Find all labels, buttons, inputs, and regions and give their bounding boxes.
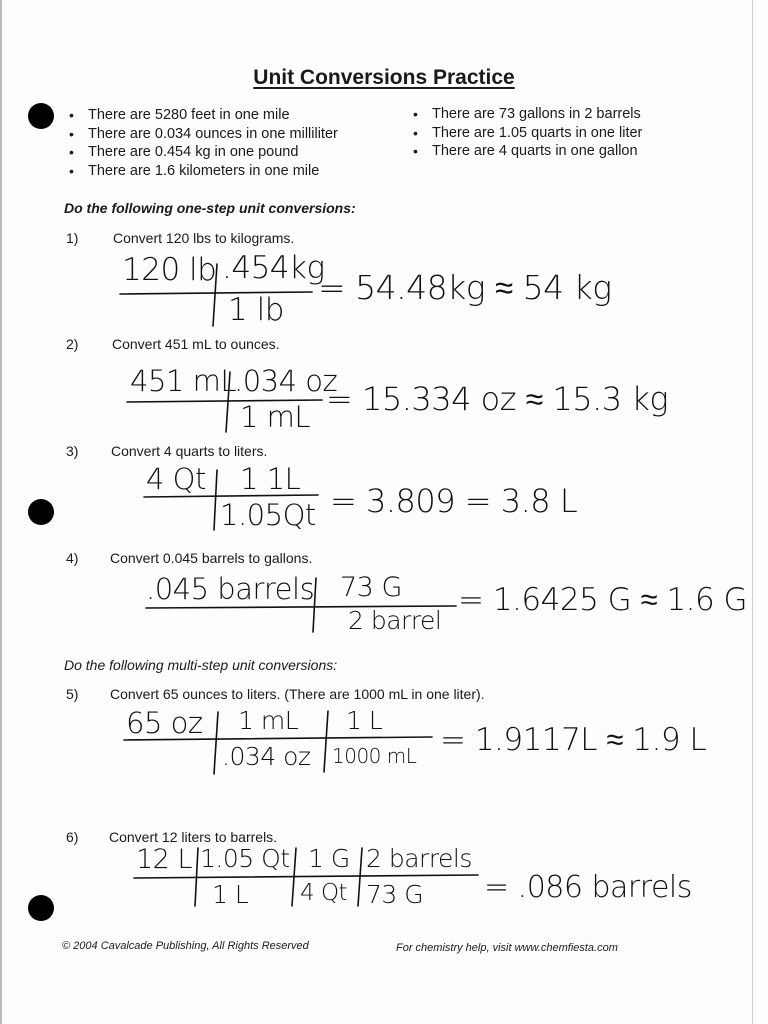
footer-copyright: © 2004 Cavalcade Publishing, All Rights Reserved (62, 940, 309, 952)
work-numerator: .454kg (222, 250, 325, 286)
fact-item: • There are 0.454 kg in one pound (66, 143, 338, 162)
section-heading-multi-step: Do the following multi-step unit conversions: (64, 657, 338, 673)
work-denominator: 1 mL (240, 400, 311, 434)
question-number: 2) (66, 336, 79, 352)
question-number: 6) (66, 829, 79, 845)
work-denominator: 1 L (212, 880, 249, 909)
fact-item: • There are 0.034 ounces in one milliliter (66, 125, 338, 144)
work-denominator: 4 Qt (300, 880, 348, 906)
work-numerator: 120 lb (122, 252, 217, 288)
work-denominator: 1000 mL (332, 744, 417, 768)
question-text: Convert 451 mL to ounces. (112, 336, 280, 352)
work-numerator: 451 mL (130, 364, 236, 398)
question-text: Convert 120 lbs to kilograms. (113, 230, 295, 246)
work-denominator: 1 lb (228, 292, 284, 328)
question-number: 4) (66, 550, 79, 566)
question-number: 5) (66, 686, 79, 702)
work-denominator: 1.05Qt (220, 498, 316, 532)
work-denominator: .034 oz (222, 742, 311, 771)
work-answer: = .086 barrels (484, 870, 692, 905)
footer-link: For chemistry help, visit www.chemfiesta.com (396, 942, 618, 954)
question-number: 3) (66, 443, 79, 459)
work-numerator: .034 oz (234, 364, 338, 398)
question-text: Convert 0.045 barrels to gallons. (110, 550, 313, 566)
work-numerator: 1 G (308, 844, 350, 873)
fact-item: • There are 4 quarts in one gallon (410, 142, 642, 161)
work-numerator: .045 barrels (146, 572, 315, 606)
question-text: Convert 65 ounces to liters. (There are 1000 mL in one liter). (110, 686, 485, 702)
work-denominator: 73 G (366, 880, 424, 909)
fact-item: • There are 73 gallons in 2 barrels (410, 105, 642, 124)
work-numerator: 2 barrels (366, 844, 472, 873)
work-denominator: 2 barrel (348, 606, 442, 635)
work-numerator: 4 Qt (146, 462, 206, 496)
fact-item: • There are 1.6 kilometers in one mile (66, 162, 338, 181)
fact-item: • There are 5280 feet in one mile (66, 106, 338, 125)
section-heading-one-step: Do the following one-step unit conversions: (64, 200, 356, 216)
work-answer: = 54.48kg ≈ 54 kg (318, 268, 612, 307)
work-answer: = 1.6425 G ≈ 1.6 G (458, 582, 748, 618)
work-numerator: 65 oz (126, 706, 203, 740)
work-numerator: 1.05 Qt (200, 844, 290, 873)
work-numerator: 1 mL (238, 706, 299, 735)
question-text: Convert 4 quarts to liters. (111, 443, 268, 459)
work-numerator: 73 G (340, 572, 402, 603)
question-text: Convert 12 liters to barrels. (109, 829, 278, 845)
question-number: 1) (66, 230, 79, 246)
work-answer: = 3.809 = 3.8 L (330, 482, 578, 520)
work-numerator: 1 1L (240, 462, 301, 496)
fact-item: • There are 1.05 quarts in one liter (410, 124, 642, 143)
work-answer: = 1.9117L ≈ 1.9 L (440, 722, 707, 758)
work-numerator: 12 L (136, 844, 192, 875)
page-title: Unit Conversions Practice (253, 66, 515, 89)
work-answer: = 15.334 oz ≈ 15.3 kg (326, 380, 669, 418)
work-numerator: 1 L (346, 706, 383, 735)
